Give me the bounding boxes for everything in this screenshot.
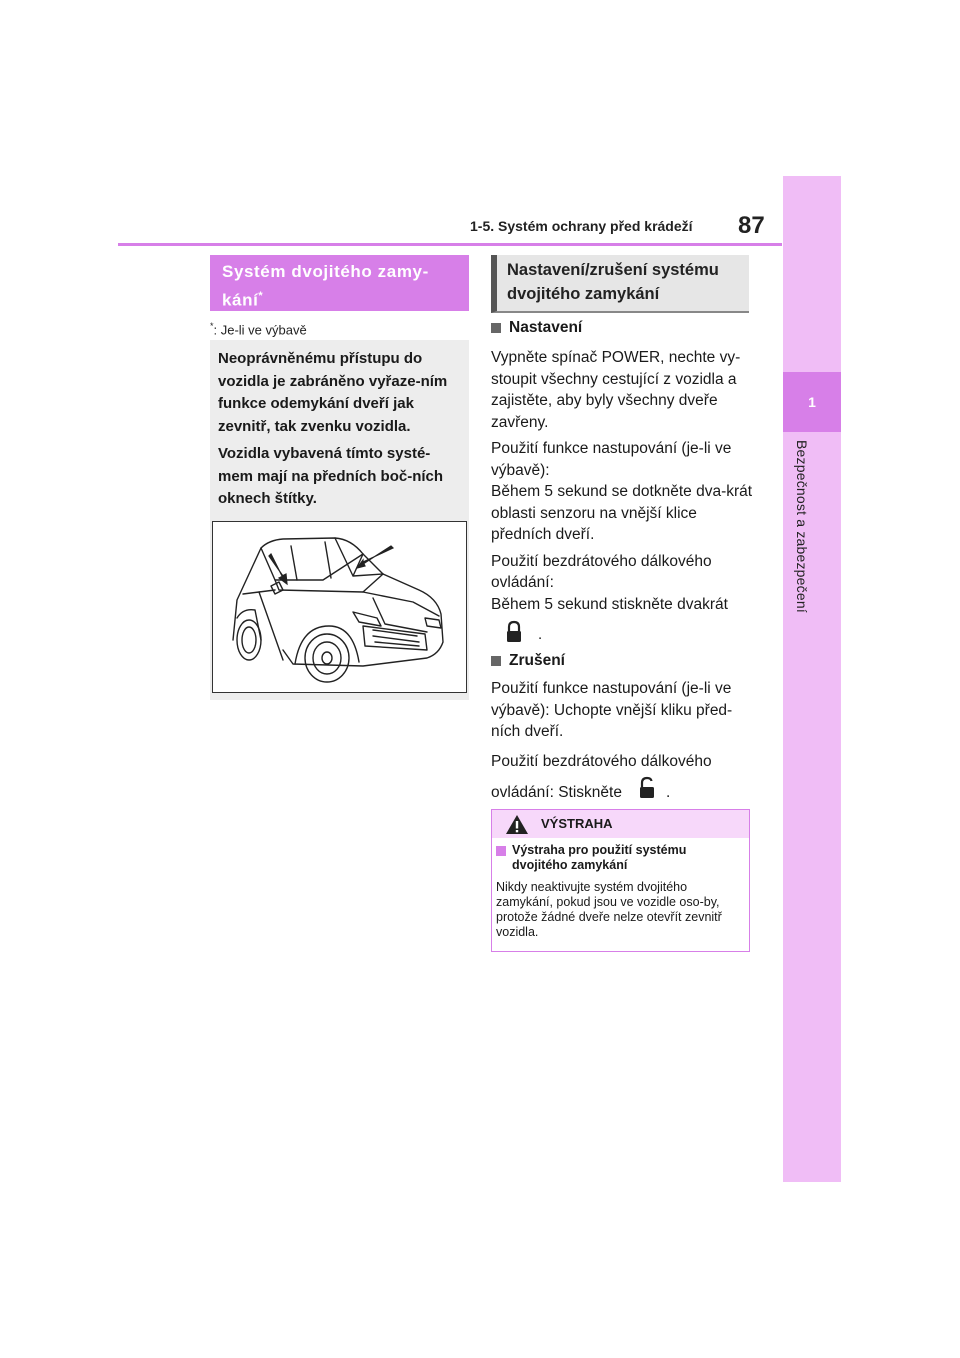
car-illustration bbox=[212, 521, 467, 693]
warning-title: VÝSTRAHA bbox=[541, 816, 613, 831]
entry-function-heading: Použití funkce nastupování (je-li ve výbavě): bbox=[491, 440, 732, 479]
cancel-body bbox=[491, 678, 753, 815]
section-title-asterisk: * bbox=[258, 290, 264, 302]
warning-header bbox=[492, 810, 749, 838]
lock-icon bbox=[505, 620, 523, 649]
section-title-double-locking bbox=[210, 255, 469, 311]
footnote-text: : Je-li ve výbavě bbox=[213, 322, 307, 338]
summary-text bbox=[218, 348, 463, 516]
setting-paragraph-3 bbox=[491, 551, 753, 616]
cancel-paragraph-2 bbox=[491, 748, 753, 810]
setting-paragraph-2 bbox=[491, 438, 753, 546]
page-number: 87 bbox=[738, 212, 765, 239]
subhead-setting-label: Nastavení bbox=[509, 319, 583, 336]
bullet-square-icon bbox=[491, 656, 501, 666]
header-rule bbox=[118, 243, 782, 246]
subhead-cancel bbox=[491, 652, 565, 670]
section-title-line2-wrap bbox=[222, 284, 457, 313]
running-head: 1-5. Systém ochrany před krádeží bbox=[470, 218, 693, 234]
cancel-remote-line1: Použití bezdrátového dálkového bbox=[491, 752, 712, 770]
unlock-icon bbox=[638, 776, 656, 810]
entry-function-instruction: Během 5 sekund se dotkněte dva-krát oblasti senzoru na vnější klice předních dveří. bbox=[491, 483, 753, 543]
chapter-title: Bezpečnost a zabezpečení bbox=[794, 440, 810, 613]
subhead-setting bbox=[491, 319, 582, 337]
footnote-marker: * bbox=[210, 321, 214, 331]
cancel-remote-line2: ovládání: Stiskněte bbox=[491, 783, 622, 801]
section-title-line1: Systém dvojitého zamy- bbox=[222, 262, 429, 281]
car-drawing bbox=[213, 522, 466, 692]
setting-paragraph-1: Vypněte spínač POWER, nechte vy-stoupit všechny cestující z vozidla a zajistěte, aby byly všechny dveře zavřeny. bbox=[491, 349, 741, 431]
warning-subhead-text: Výstraha pro použití systému dvojitého zamykání bbox=[512, 843, 687, 872]
warning-subhead bbox=[496, 843, 744, 873]
section-title-line2: kání bbox=[222, 290, 259, 310]
remote-instruction: Během 5 sekund stiskněte dvakrát bbox=[491, 595, 728, 613]
sentence-period: . bbox=[538, 626, 543, 643]
summary-paragraph: Vozidla vybavená tímto systé-mem mají na předních boč-ních oknech štítky. bbox=[218, 445, 444, 507]
subhead-cancel-label: Zrušení bbox=[509, 652, 565, 669]
warning-triangle-icon bbox=[505, 814, 529, 840]
bullet-square-icon bbox=[496, 846, 506, 856]
sentence-period: . bbox=[665, 783, 671, 801]
bullet-square-icon bbox=[491, 323, 501, 333]
setting-body bbox=[491, 347, 753, 620]
warning-text: Nikdy neaktivujte systém dvojitého zamykání, pokud jsou ve vozidle oso-by, protože žádné dveře nelze otevřít zevnitř vozidla. bbox=[496, 880, 722, 939]
chapter-side-tab bbox=[783, 176, 841, 1182]
footnote bbox=[210, 321, 307, 337]
summary-paragraph: Neoprávněnému přístupu do vozidla je zabráněno vyřaze-ním funkce odemykání dveří jak zevnitř, tak zvenku vozidla. bbox=[218, 350, 448, 435]
section-title-setting-cancel: Nastavení/zrušení systému dvojitého zamykání bbox=[491, 255, 749, 313]
cancel-paragraph-1: Použití funkce nastupování (je-li ve výbavě): Uchopte vnější kliku před-ních dveří. bbox=[491, 680, 733, 740]
chapter-number-tab: 1 bbox=[783, 372, 841, 432]
remote-heading: Použití bezdrátového dálkového ovládání: bbox=[491, 552, 712, 591]
